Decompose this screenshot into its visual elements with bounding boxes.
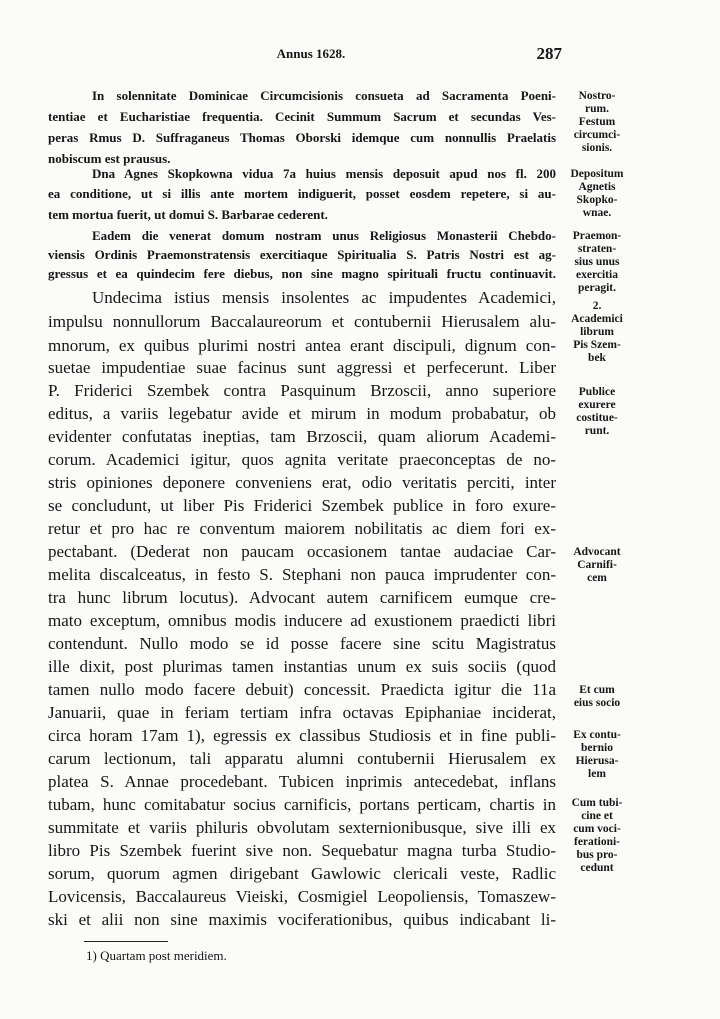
margin-note-line: cine et: [581, 810, 613, 822]
margin-note: [561, 386, 633, 438]
main-text-line: melita discalceatus, in festo S. Stephani non pauca imprudenter con-: [48, 565, 556, 584]
margin-note: [561, 168, 633, 220]
small-line: ea conditione, ut si illis ante mortem indiguerit, posset eosdem repetere, si au-: [48, 186, 556, 201]
margin-note-line: lem: [588, 768, 606, 780]
margin-note-line: bus pro-: [576, 849, 618, 861]
margin-note-line: Hierusa-: [575, 755, 619, 767]
margin-note-line: Ex contu-: [573, 729, 621, 741]
margin-note-line: bernio: [581, 742, 613, 754]
main-text-line: Undecima istius mensis insolentes ac impudentes Academici,: [92, 288, 556, 307]
margin-note: [561, 684, 633, 710]
margin-note-line: rum.: [585, 103, 609, 115]
main-text-line: tubam, hunc comitabatur socius carnificis, portans perticam, chartis in: [48, 795, 556, 814]
main-text-line: summitate et variis philuris obvolutam sexternionibusque, sive illi ex: [48, 818, 556, 837]
margin-note: [561, 797, 633, 875]
margin-note-line: Skopko-: [576, 194, 618, 206]
main-text-line: se concludunt, ut liber Pis Friderici Szembek publice in foro exure-: [48, 496, 556, 515]
main-text-line: circa horam 17am 1), egressis ex classibus Studiosis et in fine publi-: [48, 726, 556, 745]
main-text-line: impulsu nonnullorum Baccalaureorum et contubernii Hierusalem alu-: [48, 312, 556, 331]
main-text-line: libro Pis Szembek fuerint sive non. Sequebatur magna turba Studio-: [48, 841, 556, 860]
margin-note-line: sius unus: [574, 256, 620, 268]
margin-note: [561, 729, 633, 781]
main-text-line: tra hunc librum locutus). Advocant autem carnificem eumque cre-: [48, 588, 556, 607]
margin-note-line: Praemon-: [572, 230, 622, 242]
margin-note-line: straten-: [577, 243, 617, 255]
small-line: tem mortua fuerit, ut domui S. Barbarae cederent.: [48, 207, 328, 222]
margin-note-line: librum: [580, 326, 614, 338]
margin-note-line: Agnetis: [578, 181, 616, 193]
main-text-line: platea S. Annae procedebant. Tubicen inprimis antecedebat, inflans: [48, 772, 556, 791]
main-text-line: suetae impudentiae suae facinus sunt aggressi et perfecerunt. Liber: [48, 358, 556, 377]
main-text-line: mato exceptum, omnibus modis inducere ad exustionem praedicti libri: [48, 611, 556, 630]
footnote-rule: [84, 941, 168, 942]
margin-note-line: Publice: [578, 386, 616, 398]
main-text-line: ille dixit, post plurimas tamen instantias unum ex suis sociis (quod: [48, 657, 556, 676]
small-line: Eadem die venerat domum nostram unus Religiosus Monasterii Chebdo-: [92, 228, 556, 243]
small-line: nobiscum est prausus.: [48, 151, 171, 166]
main-text-line: Januarii, quae in feriam tertiam infra octavas Epiphaniae inciderat,: [48, 703, 556, 722]
main-text-line: tamen nullo modo facere debuit) concessit. Praedicta igitur die 11a: [48, 680, 556, 699]
main-text-line: Lovicensis, Baccalaureus Vieiski, Cosmigiel Leopoliensis, Tomaszew-: [48, 887, 556, 906]
margin-note-line: Academici: [571, 313, 623, 325]
margin-note-line: Pis Szem-: [573, 339, 621, 351]
margin-note-line: Advocant: [573, 546, 621, 558]
small-line: viensis Ordinis Praemonstratensis exercitiaque Spiritualia S. Patris Nostri est ag-: [48, 247, 556, 262]
main-text-line: editus, a variis legebatur avide et mirum in modum probabatur, ob: [48, 404, 556, 423]
margin-note-line: Nostro-: [578, 90, 616, 102]
margin-note-line: cem: [587, 572, 607, 584]
margin-note-line: Depositum: [570, 168, 624, 180]
margin-note-line: Carnifi-: [577, 559, 617, 571]
small-line: Dna Agnes Skopkowna vidua 7a huius mensis deposuit apud nos fl. 200: [92, 166, 556, 181]
margin-note-line: costitue-: [576, 412, 618, 424]
margin-note: [561, 230, 633, 295]
margin-note: [561, 300, 633, 365]
margin-note-line: bek: [588, 352, 606, 364]
margin-note: [561, 546, 633, 585]
margin-note-line: eius socio: [573, 697, 621, 709]
footnote: 1) Quartam post meridiem.: [86, 948, 227, 963]
small-line: In solennitate Dominicae Circumcisionis consueta ad Sacramenta Poeni-: [92, 88, 556, 103]
margin-note-line: runt.: [584, 425, 610, 437]
margin-note-line: 2.: [592, 300, 602, 312]
page-number: 287: [536, 44, 562, 63]
main-text-line: pectabant. (Dederat non paucam occasionem tantae audaciae Car-: [48, 542, 556, 561]
margin-note-line: Cum tubi-: [571, 797, 623, 809]
main-text-line: P. Friderici Szembek contra Pasquinum Brzoscii, anno superiore: [48, 381, 556, 400]
small-line: gressus et ea quindecim fere diebus, non sine magno spirituali fructu continuavit.: [48, 266, 556, 281]
small-line: tentiae et Eucharistiae frequentia. Cecinit Summum Sacrum et secundas Ves-: [48, 109, 556, 124]
margin-note-line: cum voci-: [573, 823, 621, 835]
margin-note-line: Festum: [578, 116, 616, 128]
margin-note-line: Et cum: [579, 684, 615, 696]
main-text-line: contendunt. Nullo modo se id posse facere sine scitu Magistratus: [48, 634, 556, 653]
main-text-line: ski et alii non sine maximis vociferationibus, quibus indicabant li-: [48, 910, 556, 929]
small-line: peras Rmus D. Suffraganeus Thomas Oborski idemque cum nonnullis Praelatis: [48, 130, 556, 145]
margin-note-line: exurere: [578, 399, 616, 411]
main-text-line: corum. Academici igitur, quos agnita veritate praeconceptas de no-: [48, 450, 556, 469]
main-text-line: sorum, quorum agmen dirigebant Gawlowic clericali veste, Radlic: [48, 864, 556, 883]
margin-note-line: peragit.: [577, 282, 616, 294]
main-text-line: mnorum, ex quibus plurimi nostri antea erant discipuli, dignum con-: [48, 336, 556, 355]
margin-note-line: sionis.: [581, 142, 613, 154]
margin-note-line: cedunt: [580, 862, 614, 874]
main-text-line: stris opiniones deponere conveniens erat, odio veritatis perciti, inter: [48, 473, 556, 492]
main-text-line: evidenter confutatas ineptias, tam Brzoscii, quam aliorum Academi-: [48, 427, 556, 446]
margin-note-line: wnae.: [582, 207, 612, 219]
main-text-line: retur et pro hac re conventum maiorem nobilitatis ac diem fori ex-: [48, 519, 556, 538]
main-text-line: carum lectionum, tali apparatu alumni contubernii Hierusalem ex: [48, 749, 556, 768]
margin-note: [561, 90, 633, 155]
margin-note-line: ferationi-: [574, 836, 620, 848]
page-header-title: Annus 1628.: [276, 46, 346, 61]
margin-note-line: circumci-: [573, 129, 621, 141]
margin-note-line: exercitia: [576, 269, 618, 281]
